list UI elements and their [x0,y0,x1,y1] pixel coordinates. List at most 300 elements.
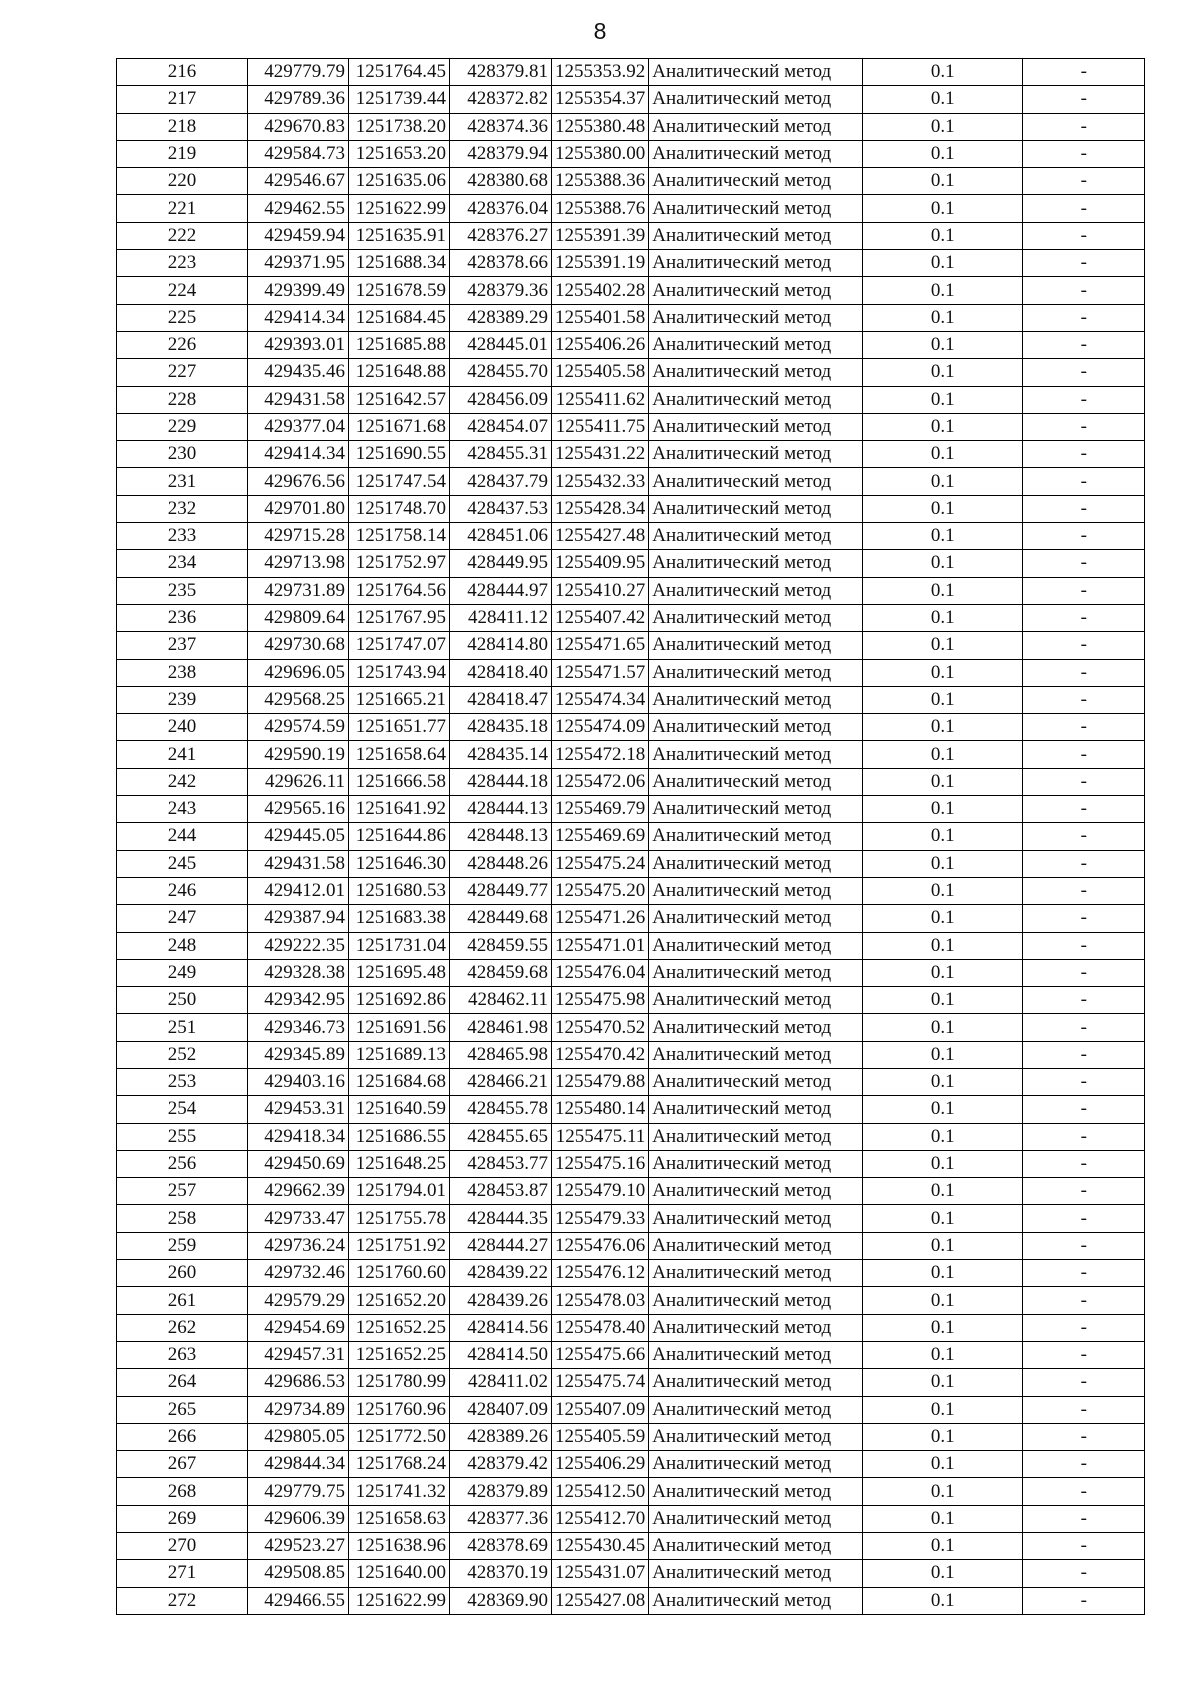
x-coordinate-cell: 429412.01 [248,877,349,904]
y2-coordinate-cell: 1255479.33 [552,1205,649,1232]
accuracy-cell: 0.1 [863,250,1023,277]
y2-coordinate-cell: 1255472.06 [552,768,649,795]
note-cell: - [1023,1096,1145,1123]
accuracy-cell: 0.1 [863,823,1023,850]
method-cell: Аналитический метод [649,1369,863,1396]
method-cell: Аналитический метод [649,222,863,249]
note-cell: - [1023,468,1145,495]
x-coordinate-cell: 429579.29 [248,1287,349,1314]
note-cell: - [1023,1478,1145,1505]
note-cell: - [1023,1396,1145,1423]
x2-coordinate-cell: 428414.50 [450,1341,552,1368]
x2-coordinate-cell: 428437.53 [450,495,552,522]
note-cell: - [1023,523,1145,550]
x2-coordinate-cell: 428451.06 [450,523,552,550]
method-cell: Аналитический метод [649,1205,863,1232]
point-number-cell: 229 [117,413,248,440]
table-row [117,987,1145,1014]
x2-coordinate-cell: 428437.79 [450,468,552,495]
method-cell: Аналитический метод [649,577,863,604]
y-coordinate-cell: 1251764.56 [349,577,450,604]
method-cell: Аналитический метод [649,877,863,904]
y2-coordinate-cell: 1255470.52 [552,1014,649,1041]
accuracy-cell: 0.1 [863,1014,1023,1041]
accuracy-cell: 0.1 [863,1287,1023,1314]
x-coordinate-cell: 429418.34 [248,1123,349,1150]
y-coordinate-cell: 1251760.60 [349,1260,450,1287]
y2-coordinate-cell: 1255407.42 [552,604,649,631]
method-cell: Аналитический метод [649,168,863,195]
table-row [117,1287,1145,1314]
accuracy-cell: 0.1 [863,386,1023,413]
note-cell: - [1023,1260,1145,1287]
y2-coordinate-cell: 1255471.65 [552,632,649,659]
x2-coordinate-cell: 428455.78 [450,1096,552,1123]
accuracy-cell: 0.1 [863,1096,1023,1123]
method-cell: Аналитический метод [649,113,863,140]
y-coordinate-cell: 1251755.78 [349,1205,450,1232]
table-row [117,250,1145,277]
table-row [117,222,1145,249]
x-coordinate-cell: 429731.89 [248,577,349,604]
table-row [117,386,1145,413]
table-row [117,714,1145,741]
accuracy-cell: 0.1 [863,604,1023,631]
method-cell: Аналитический метод [649,495,863,522]
note-cell: - [1023,1041,1145,1068]
x2-coordinate-cell: 428466.21 [450,1068,552,1095]
note-cell: - [1023,850,1145,877]
accuracy-cell: 0.1 [863,577,1023,604]
y2-coordinate-cell: 1255469.69 [552,823,649,850]
y2-coordinate-cell: 1255479.88 [552,1068,649,1095]
x2-coordinate-cell: 428455.31 [450,441,552,468]
y2-coordinate-cell: 1255407.09 [552,1396,649,1423]
accuracy-cell: 0.1 [863,1123,1023,1150]
accuracy-cell: 0.1 [863,1560,1023,1587]
table-row [117,1096,1145,1123]
x2-coordinate-cell: 428455.65 [450,1123,552,1150]
x2-coordinate-cell: 428379.36 [450,277,552,304]
point-number-cell: 220 [117,168,248,195]
table-row [117,1232,1145,1259]
point-number-cell: 250 [117,987,248,1014]
accuracy-cell: 0.1 [863,495,1023,522]
method-cell: Аналитический метод [649,1560,863,1587]
method-cell: Аналитический метод [649,850,863,877]
x2-coordinate-cell: 428453.77 [450,1150,552,1177]
accuracy-cell: 0.1 [863,1150,1023,1177]
x-coordinate-cell: 429565.16 [248,796,349,823]
x-coordinate-cell: 429732.46 [248,1260,349,1287]
note-cell: - [1023,222,1145,249]
x-coordinate-cell: 429342.95 [248,987,349,1014]
x-coordinate-cell: 429414.34 [248,441,349,468]
y-coordinate-cell: 1251678.59 [349,277,450,304]
point-number-cell: 258 [117,1205,248,1232]
y2-coordinate-cell: 1255380.00 [552,140,649,167]
x-coordinate-cell: 429730.68 [248,632,349,659]
point-number-cell: 228 [117,386,248,413]
x-coordinate-cell: 429431.58 [248,850,349,877]
accuracy-cell: 0.1 [863,1533,1023,1560]
point-number-cell: 238 [117,659,248,686]
method-cell: Аналитический метод [649,386,863,413]
note-cell: - [1023,604,1145,631]
x2-coordinate-cell: 428435.18 [450,714,552,741]
point-number-cell: 255 [117,1123,248,1150]
accuracy-cell: 0.1 [863,1451,1023,1478]
method-cell: Аналитический метод [649,796,863,823]
y2-coordinate-cell: 1255470.42 [552,1041,649,1068]
y2-coordinate-cell: 1255478.03 [552,1287,649,1314]
method-cell: Аналитический метод [649,1232,863,1259]
accuracy-cell: 0.1 [863,659,1023,686]
x2-coordinate-cell: 428454.07 [450,413,552,440]
x-coordinate-cell: 429393.01 [248,331,349,358]
note-cell: - [1023,250,1145,277]
table-row [117,304,1145,331]
table-row [117,741,1145,768]
y-coordinate-cell: 1251638.96 [349,1533,450,1560]
x2-coordinate-cell: 428411.02 [450,1369,552,1396]
table-row [117,1451,1145,1478]
method-cell: Аналитический метод [649,1041,863,1068]
point-number-cell: 272 [117,1587,248,1614]
note-cell: - [1023,1505,1145,1532]
method-cell: Аналитический метод [649,1123,863,1150]
point-number-cell: 240 [117,714,248,741]
point-number-cell: 219 [117,140,248,167]
accuracy-cell: 0.1 [863,441,1023,468]
point-number-cell: 232 [117,495,248,522]
method-cell: Аналитический метод [649,195,863,222]
x-coordinate-cell: 429431.58 [248,386,349,413]
note-cell: - [1023,495,1145,522]
y2-coordinate-cell: 1255474.09 [552,714,649,741]
y2-coordinate-cell: 1255411.62 [552,386,649,413]
y-coordinate-cell: 1251646.30 [349,850,450,877]
x-coordinate-cell: 429686.53 [248,1369,349,1396]
method-cell: Аналитический метод [649,1096,863,1123]
note-cell: - [1023,277,1145,304]
y-coordinate-cell: 1251764.45 [349,59,450,86]
x-coordinate-cell: 429346.73 [248,1014,349,1041]
note-cell: - [1023,877,1145,904]
point-number-cell: 270 [117,1533,248,1560]
y2-coordinate-cell: 1255427.08 [552,1587,649,1614]
x2-coordinate-cell: 428444.97 [450,577,552,604]
y2-coordinate-cell: 1255471.26 [552,905,649,932]
y2-coordinate-cell: 1255353.92 [552,59,649,86]
y-coordinate-cell: 1251640.00 [349,1560,450,1587]
accuracy-cell: 0.1 [863,1369,1023,1396]
note-cell: - [1023,113,1145,140]
x-coordinate-cell: 429789.36 [248,86,349,113]
y-coordinate-cell: 1251635.06 [349,168,450,195]
x-coordinate-cell: 429696.05 [248,659,349,686]
point-number-cell: 233 [117,523,248,550]
x2-coordinate-cell: 428414.80 [450,632,552,659]
table-row [117,796,1145,823]
y2-coordinate-cell: 1255480.14 [552,1096,649,1123]
accuracy-cell: 0.1 [863,1178,1023,1205]
y2-coordinate-cell: 1255391.19 [552,250,649,277]
x-coordinate-cell: 429387.94 [248,905,349,932]
x2-coordinate-cell: 428411.12 [450,604,552,631]
x-coordinate-cell: 429701.80 [248,495,349,522]
y2-coordinate-cell: 1255478.40 [552,1314,649,1341]
table-row [117,495,1145,522]
y-coordinate-cell: 1251640.59 [349,1096,450,1123]
y-coordinate-cell: 1251644.86 [349,823,450,850]
y-coordinate-cell: 1251686.55 [349,1123,450,1150]
table-row [117,877,1145,904]
table-row [117,1369,1145,1396]
x-coordinate-cell: 429523.27 [248,1533,349,1560]
point-number-cell: 227 [117,359,248,386]
x-coordinate-cell: 429222.35 [248,932,349,959]
x-coordinate-cell: 429736.24 [248,1232,349,1259]
point-number-cell: 248 [117,932,248,959]
accuracy-cell: 0.1 [863,741,1023,768]
y-coordinate-cell: 1251635.91 [349,222,450,249]
table-row [117,1314,1145,1341]
method-cell: Аналитический метод [649,1451,863,1478]
table-row [117,1123,1145,1150]
x-coordinate-cell: 429713.98 [248,550,349,577]
table-row [117,1178,1145,1205]
point-number-cell: 216 [117,59,248,86]
table-row [117,468,1145,495]
y-coordinate-cell: 1251794.01 [349,1178,450,1205]
y2-coordinate-cell: 1255472.18 [552,741,649,768]
note-cell: - [1023,1369,1145,1396]
point-number-cell: 241 [117,741,248,768]
y2-coordinate-cell: 1255391.39 [552,222,649,249]
y-coordinate-cell: 1251738.20 [349,113,450,140]
y-coordinate-cell: 1251658.63 [349,1505,450,1532]
x2-coordinate-cell: 428456.09 [450,386,552,413]
y2-coordinate-cell: 1255474.34 [552,686,649,713]
method-cell: Аналитический метод [649,331,863,358]
x2-coordinate-cell: 428389.26 [450,1423,552,1450]
accuracy-cell: 0.1 [863,905,1023,932]
accuracy-cell: 0.1 [863,1587,1023,1614]
note-cell: - [1023,1587,1145,1614]
table-row [117,577,1145,604]
x-coordinate-cell: 429734.89 [248,1396,349,1423]
y-coordinate-cell: 1251622.99 [349,195,450,222]
point-number-cell: 262 [117,1314,248,1341]
table-row [117,1341,1145,1368]
x-coordinate-cell: 429662.39 [248,1178,349,1205]
point-number-cell: 263 [117,1341,248,1368]
point-number-cell: 261 [117,1287,248,1314]
table-row [117,1560,1145,1587]
accuracy-cell: 0.1 [863,195,1023,222]
x-coordinate-cell: 429574.59 [248,714,349,741]
note-cell: - [1023,59,1145,86]
method-cell: Аналитический метод [649,441,863,468]
method-cell: Аналитический метод [649,1423,863,1450]
y2-coordinate-cell: 1255354.37 [552,86,649,113]
accuracy-cell: 0.1 [863,987,1023,1014]
x-coordinate-cell: 429414.34 [248,304,349,331]
y-coordinate-cell: 1251692.86 [349,987,450,1014]
y-coordinate-cell: 1251642.57 [349,386,450,413]
point-number-cell: 252 [117,1041,248,1068]
y-coordinate-cell: 1251752.97 [349,550,450,577]
method-cell: Аналитический метод [649,59,863,86]
note-cell: - [1023,1287,1145,1314]
accuracy-cell: 0.1 [863,413,1023,440]
x2-coordinate-cell: 428455.70 [450,359,552,386]
x2-coordinate-cell: 428374.36 [450,113,552,140]
accuracy-cell: 0.1 [863,1068,1023,1095]
page-number: 8 [593,18,607,44]
accuracy-cell: 0.1 [863,86,1023,113]
y-coordinate-cell: 1251680.53 [349,877,450,904]
y-coordinate-cell: 1251688.34 [349,250,450,277]
x2-coordinate-cell: 428379.81 [450,59,552,86]
accuracy-cell: 0.1 [863,714,1023,741]
method-cell: Аналитический метод [649,823,863,850]
table-row [117,277,1145,304]
note-cell: - [1023,1123,1145,1150]
x2-coordinate-cell: 428444.18 [450,768,552,795]
point-number-cell: 243 [117,796,248,823]
x2-coordinate-cell: 428372.82 [450,86,552,113]
note-cell: - [1023,168,1145,195]
accuracy-cell: 0.1 [863,1341,1023,1368]
y2-coordinate-cell: 1255471.57 [552,659,649,686]
note-cell: - [1023,1314,1145,1341]
method-cell: Аналитический метод [649,1014,863,1041]
accuracy-cell: 0.1 [863,59,1023,86]
table-row [117,86,1145,113]
y-coordinate-cell: 1251689.13 [349,1041,450,1068]
note-cell: - [1023,331,1145,358]
x-coordinate-cell: 429676.56 [248,468,349,495]
y-coordinate-cell: 1251641.92 [349,796,450,823]
y-coordinate-cell: 1251758.14 [349,523,450,550]
method-cell: Аналитический метод [649,1587,863,1614]
y2-coordinate-cell: 1255401.58 [552,304,649,331]
method-cell: Аналитический метод [649,932,863,959]
y2-coordinate-cell: 1255402.28 [552,277,649,304]
point-number-cell: 265 [117,1396,248,1423]
table-row [117,632,1145,659]
point-number-cell: 221 [117,195,248,222]
table-row [117,113,1145,140]
accuracy-cell: 0.1 [863,1232,1023,1259]
y-coordinate-cell: 1251691.56 [349,1014,450,1041]
method-cell: Аналитический метод [649,604,863,631]
table-row [117,1505,1145,1532]
accuracy-cell: 0.1 [863,877,1023,904]
table-row [117,604,1145,631]
y-coordinate-cell: 1251648.25 [349,1150,450,1177]
table-row [117,659,1145,686]
y2-coordinate-cell: 1255430.45 [552,1533,649,1560]
x2-coordinate-cell: 428449.68 [450,905,552,932]
y2-coordinate-cell: 1255432.33 [552,468,649,495]
method-cell: Аналитический метод [649,1178,863,1205]
y-coordinate-cell: 1251622.99 [349,1587,450,1614]
point-number-cell: 239 [117,686,248,713]
accuracy-cell: 0.1 [863,168,1023,195]
x-coordinate-cell: 429403.16 [248,1068,349,1095]
x-coordinate-cell: 429345.89 [248,1041,349,1068]
x-coordinate-cell: 429371.95 [248,250,349,277]
x-coordinate-cell: 429584.73 [248,140,349,167]
method-cell: Аналитический метод [649,523,863,550]
table-row [117,768,1145,795]
y-coordinate-cell: 1251653.20 [349,140,450,167]
accuracy-cell: 0.1 [863,1423,1023,1450]
x2-coordinate-cell: 428462.11 [450,987,552,1014]
table-row [117,1150,1145,1177]
method-cell: Аналитический метод [649,905,863,932]
table-row [117,168,1145,195]
y2-coordinate-cell: 1255475.74 [552,1369,649,1396]
note-cell: - [1023,905,1145,932]
note-cell: - [1023,550,1145,577]
y2-coordinate-cell: 1255411.75 [552,413,649,440]
x2-coordinate-cell: 428445.01 [450,331,552,358]
y2-coordinate-cell: 1255412.50 [552,1478,649,1505]
y2-coordinate-cell: 1255475.24 [552,850,649,877]
y2-coordinate-cell: 1255431.22 [552,441,649,468]
table-row [117,413,1145,440]
point-number-cell: 224 [117,277,248,304]
point-number-cell: 260 [117,1260,248,1287]
point-number-cell: 266 [117,1423,248,1450]
x2-coordinate-cell: 428378.69 [450,1533,552,1560]
method-cell: Аналитический метод [649,550,863,577]
y-coordinate-cell: 1251652.25 [349,1341,450,1368]
x-coordinate-cell: 429457.31 [248,1341,349,1368]
accuracy-cell: 0.1 [863,1260,1023,1287]
x-coordinate-cell: 429626.11 [248,768,349,795]
point-number-cell: 264 [117,1369,248,1396]
accuracy-cell: 0.1 [863,113,1023,140]
note-cell: - [1023,1014,1145,1041]
y2-coordinate-cell: 1255428.34 [552,495,649,522]
x-coordinate-cell: 429435.46 [248,359,349,386]
point-number-cell: 253 [117,1068,248,1095]
table-row [117,1587,1145,1614]
table-row [117,1014,1145,1041]
y-coordinate-cell: 1251760.96 [349,1396,450,1423]
table-row [117,550,1145,577]
method-cell: Аналитический метод [649,468,863,495]
point-number-cell: 218 [117,113,248,140]
note-cell: - [1023,987,1145,1014]
y-coordinate-cell: 1251652.20 [349,1287,450,1314]
note-cell: - [1023,304,1145,331]
method-cell: Аналитический метод [649,1533,863,1560]
x2-coordinate-cell: 428376.27 [450,222,552,249]
x2-coordinate-cell: 428449.77 [450,877,552,904]
note-cell: - [1023,1423,1145,1450]
x-coordinate-cell: 429399.49 [248,277,349,304]
accuracy-cell: 0.1 [863,932,1023,959]
note-cell: - [1023,686,1145,713]
method-cell: Аналитический метод [649,686,863,713]
accuracy-cell: 0.1 [863,1396,1023,1423]
